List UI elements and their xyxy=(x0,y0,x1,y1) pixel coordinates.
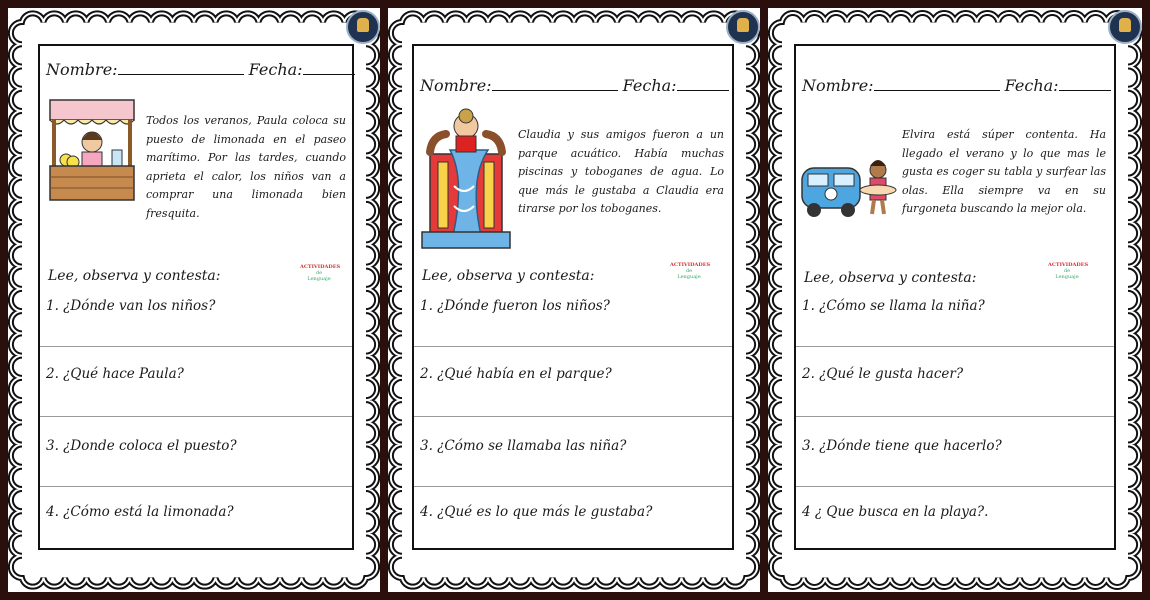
name-line[interactable] xyxy=(118,60,244,75)
answer-rule xyxy=(414,346,732,347)
name-line[interactable] xyxy=(874,76,1000,91)
name-label: Nombre: xyxy=(46,60,118,79)
worksheet-panel xyxy=(794,44,1116,550)
question-4: 4 ¿ Que busca en la playa?. xyxy=(802,504,989,520)
name-label: Nombre: xyxy=(802,76,874,95)
question-2: 2. ¿Qué hace Paula? xyxy=(46,366,184,382)
question-4: 4. ¿Qué es lo que más le gustaba? xyxy=(420,504,653,520)
mini-logo: ACTIVIDADES de Lenguaje xyxy=(1048,262,1089,280)
date-label: Fecha: xyxy=(248,60,303,79)
instruction-text: Lee, observa y contesta: xyxy=(804,270,977,286)
logo-badge xyxy=(726,10,760,44)
answer-rule xyxy=(796,346,1114,347)
water-slide-illustration xyxy=(416,106,516,254)
answer-rule xyxy=(796,486,1114,487)
mini-logo: ACTIVIDADES de Lenguaje xyxy=(670,262,711,280)
worksheet-1 xyxy=(8,8,380,592)
date-line[interactable] xyxy=(677,76,729,91)
question-1: 1. ¿Dónde fueron los niños? xyxy=(420,298,610,314)
header-row xyxy=(46,60,346,79)
story-text: Claudia y sus amigos fueron a un parque acuático. Había muchas piscinas y toboganes de agua. Lo que más le gustaba a Claudia era tirarse por los toboganes. xyxy=(518,128,724,215)
date-line[interactable] xyxy=(303,60,355,75)
logo-badge xyxy=(346,10,380,44)
date-label: Fecha: xyxy=(1004,76,1059,95)
question-1: 1. ¿Dónde van los niños? xyxy=(46,298,216,314)
question-4: 4. ¿Cómo está la limonada? xyxy=(46,504,234,520)
story-text: Todos los veranos, Paula coloca su puesto de limonada en el paseo marítimo. Por las tardes, cuando aprieta el calor, los niños van a comprar una limonada bien fresquita. xyxy=(146,114,346,220)
surf-van-illustration xyxy=(798,154,898,220)
worksheet-2 xyxy=(388,8,760,592)
question-3: 3. ¿Dónde tiene que hacerlo? xyxy=(802,438,1002,454)
worksheet-3 xyxy=(768,8,1142,592)
date-line[interactable] xyxy=(1059,76,1111,91)
name-line[interactable] xyxy=(492,76,618,91)
logo-badge xyxy=(1108,10,1142,44)
question-1: 1. ¿Cómo se llama la niña? xyxy=(802,298,985,314)
header-row xyxy=(802,76,1108,95)
answer-rule xyxy=(414,416,732,417)
question-3: 3. ¿Cómo se llamaba las niña? xyxy=(420,438,627,454)
answer-rule xyxy=(414,486,732,487)
question-3: 3. ¿Donde coloca el puesto? xyxy=(46,438,237,454)
mini-logo: ACTIVIDADES de Lenguaje xyxy=(300,264,341,282)
question-2: 2. ¿Qué había en el parque? xyxy=(420,366,612,382)
question-2: 2. ¿Qué le gusta hacer? xyxy=(802,366,964,382)
story-text: Elvira está súper contenta. Ha llegado el verano y lo que mas le gusta es coger su tabla y surfear las olas. Ella siempre va en su furgoneta buscando la mejor ola. xyxy=(902,128,1106,215)
answer-rule xyxy=(40,486,352,487)
instruction-text: Lee, observa y contesta: xyxy=(422,268,595,284)
worksheet-panel xyxy=(38,44,354,550)
answer-rule xyxy=(40,416,352,417)
header-row xyxy=(420,76,726,95)
name-label: Nombre: xyxy=(420,76,492,95)
answer-rule xyxy=(796,416,1114,417)
answer-rule xyxy=(40,346,352,347)
date-label: Fecha: xyxy=(622,76,677,95)
worksheet-panel xyxy=(412,44,734,550)
lemonade-stand-illustration xyxy=(46,90,138,210)
instruction-text: Lee, observa y contesta: xyxy=(48,268,221,284)
